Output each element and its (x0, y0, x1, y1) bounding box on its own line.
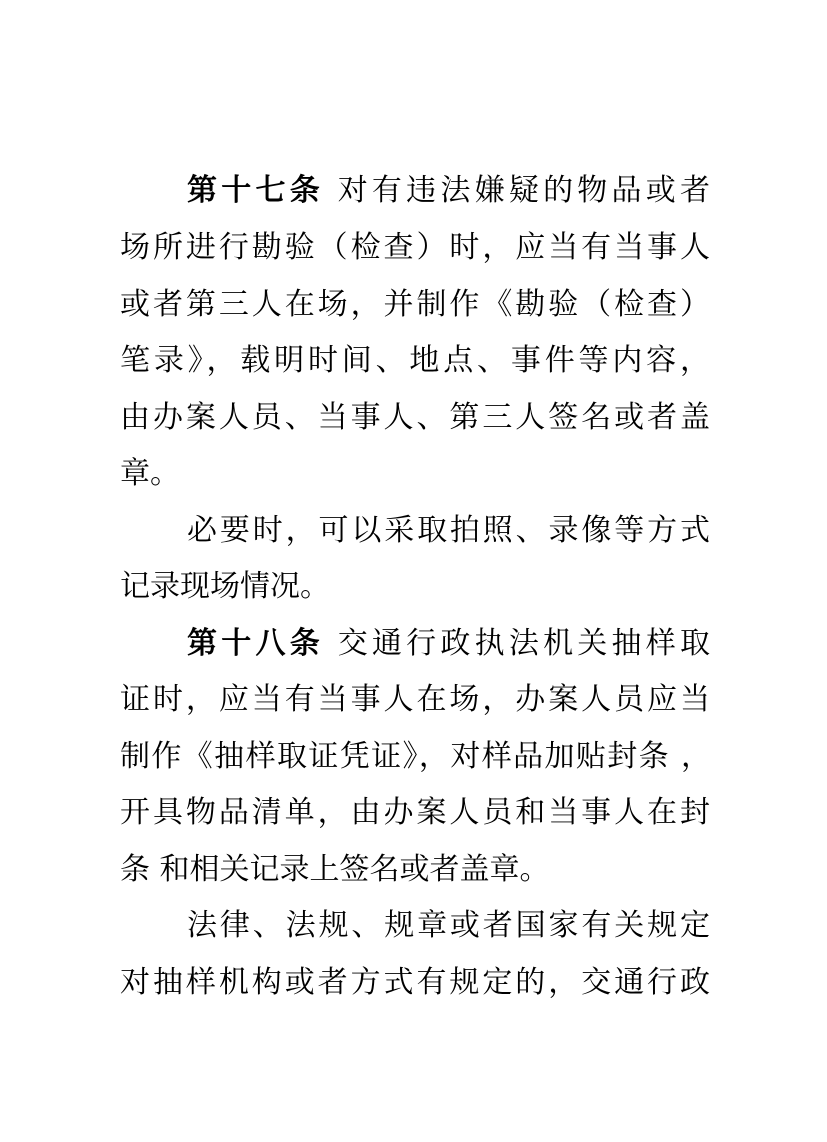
article-17-line-1 (187, 169, 710, 213)
article-17-line-2: 场所进行勘验（检查）时，应当有当事人 (120, 230, 710, 265)
article-18-line-1-text: 交通行政执法机关抽样取 (323, 626, 710, 661)
article-18-line-2: 证时，应当有当事人在场，办案人员应当 (120, 682, 710, 717)
article-17-line-1-text: 对有违法嫌疑的物品或者 (323, 173, 710, 208)
article-17-para-2-line-1: 必要时，可以采取拍照、录像等方式 (187, 513, 710, 548)
article-18-para-2-line-2: 对抽样机构或者方式有规定的，交通行政 (120, 965, 710, 1000)
article-17-line-6: 章。 (120, 456, 180, 491)
article-17-line-4: 笔录》，载明时间、地点、事件等内容， (120, 343, 710, 378)
article-18-line-5: 条 和相关记录上签名或者盖章。 (120, 852, 550, 887)
article-17-line-5: 由办案人员、当事人、第三人签名或者盖 (120, 400, 710, 435)
article-17-para-2-line-2: 记录现场情况。 (120, 569, 330, 604)
article-17-line-3: 或者第三人在场，并制作《勘验（检查） (120, 287, 710, 322)
article-18-line-4: 开具物品清单，由办案人员和当事人在封 (120, 795, 710, 830)
article-17-title: 第十七条 (187, 173, 324, 208)
article-18-para-2-line-1: 法律、法规、规章或者国家有关规定 (187, 908, 710, 943)
article-18-line-3: 制作《抽样取证凭证》，对样品加贴封条 ， (120, 739, 710, 774)
article-18-title: 第十八条 (187, 626, 324, 661)
article-18-line-1 (187, 622, 710, 666)
